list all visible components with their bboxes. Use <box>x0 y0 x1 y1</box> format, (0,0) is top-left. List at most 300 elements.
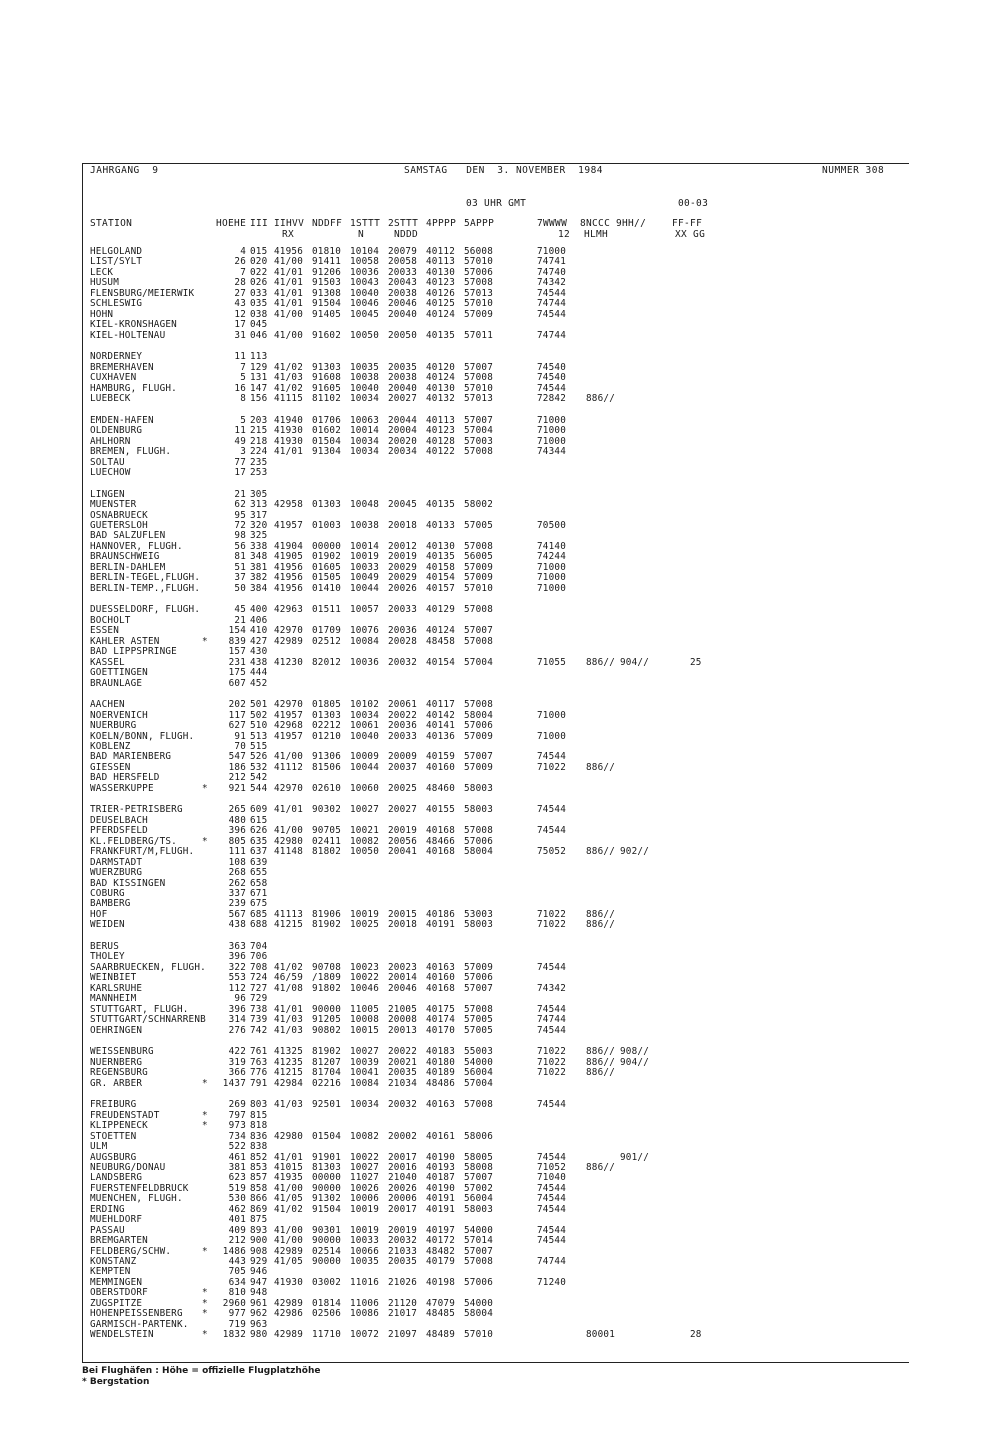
group-2sttt: 20029 <box>388 572 417 584</box>
group-4pppp: 40168 <box>426 982 455 994</box>
station-height: 462 <box>228 1203 246 1215</box>
group-1sttt: 10015 <box>350 1024 379 1036</box>
group-nddff: 01504 <box>312 435 341 447</box>
station-name: BREMGARTEN <box>90 1235 148 1247</box>
group-2sttt: 20019 <box>388 551 417 563</box>
station-height: 62 <box>234 499 246 510</box>
station-id: 544 <box>250 782 268 794</box>
group-7wwww: 74342 <box>537 982 566 994</box>
group-1sttt: 10036 <box>350 266 379 278</box>
group-4pppp: 40172 <box>426 1235 455 1247</box>
group-4pppp: 48489 <box>426 1329 455 1341</box>
col-7wwww-sub: 12 <box>558 229 571 240</box>
date-label: SAMSTAG DEN 3. NOVEMBER 1984 <box>404 165 604 176</box>
station-name: GUETERSLOH <box>90 519 148 531</box>
group-4pppp: 40135 <box>426 499 455 510</box>
station-name: TRIER-PETRISBERG <box>90 804 183 816</box>
group-2sttt: 20044 <box>388 414 417 426</box>
station-name: KLIPPENECK <box>90 1120 148 1132</box>
group-5appp: 57007 <box>464 414 493 426</box>
group-iihvv: 41/01 <box>274 804 303 816</box>
group-1sttt: 10060 <box>350 782 379 794</box>
group-nddff: 01303 <box>312 709 341 721</box>
group-4pppp: 40154 <box>426 656 455 668</box>
group-5appp: 57009 <box>464 572 493 584</box>
group-iihvv: 41/08 <box>274 982 303 994</box>
group-iihvv: 42989 <box>274 635 303 647</box>
group-2sttt: 20026 <box>388 1182 417 1194</box>
group-5appp: 57008 <box>464 277 493 289</box>
group-nddff: 81506 <box>312 761 341 773</box>
station-name: NUERBURG <box>90 720 137 731</box>
station-id: 313 <box>250 499 268 510</box>
group-5appp: 57005 <box>464 1014 493 1026</box>
station-height: 5 <box>240 414 246 426</box>
group-7wwww: 74740 <box>537 266 566 278</box>
station-id: 348 <box>250 551 268 563</box>
station-height: 117 <box>228 709 246 721</box>
group-4pppp: 40191 <box>426 1193 455 1205</box>
station-name: WEINBIET <box>90 972 137 984</box>
station-height: 839 <box>228 635 246 647</box>
station-height: 461 <box>228 1151 246 1163</box>
station-id: 224 <box>250 446 268 457</box>
station-name: LINGEN <box>90 488 125 500</box>
group-iihvv: 41/00 <box>274 1235 303 1247</box>
group-7wwww: 71055 <box>537 656 566 668</box>
station-height: 314 <box>228 1014 246 1026</box>
group-2sttt: 21033 <box>388 1245 417 1257</box>
group-iihvv: 41/05 <box>274 1193 303 1205</box>
station-name: MEMMINGEN <box>90 1276 143 1288</box>
group-4pppp: 40123 <box>426 277 455 289</box>
col-9hh: 9HH// <box>616 218 647 229</box>
station-id: 724 <box>250 972 268 984</box>
group-7wwww: 74540 <box>537 361 566 373</box>
station-name: BAD KISSINGEN <box>90 877 166 889</box>
station-name: BRAUNSCHWEIG <box>90 551 160 563</box>
group-4pppp: 40155 <box>426 804 455 816</box>
mountain-marker: * <box>202 1297 208 1309</box>
station-name: CUXHAVEN <box>90 372 137 384</box>
station-height: 2960 <box>222 1297 246 1309</box>
group-2sttt: 20002 <box>388 1130 417 1142</box>
station-height: 705 <box>228 1266 246 1278</box>
group-4pppp: 40189 <box>426 1067 455 1079</box>
group-1sttt: 10023 <box>350 961 379 973</box>
group-nddff: 01810 <box>312 246 341 257</box>
group-iihvv: 41956 <box>274 561 303 573</box>
group-iihvv: 41/00 <box>274 329 303 341</box>
station-height: 530 <box>228 1193 246 1205</box>
mountain-marker: * <box>202 1109 208 1121</box>
group-4pppp: 40193 <box>426 1161 455 1173</box>
station-height: 8 <box>240 393 246 404</box>
station-name: HANNOVER, FLUGH. <box>90 540 183 552</box>
group-nddff: 01602 <box>312 425 341 437</box>
group-1sttt: 11006 <box>350 1297 379 1309</box>
group-iihvv: 41235 <box>274 1056 303 1068</box>
station-name: WEISSENBURG <box>90 1046 154 1058</box>
station-height: 396 <box>228 1003 246 1015</box>
station-id: 317 <box>250 509 268 521</box>
station-name: HOF <box>90 908 108 920</box>
group-2sttt: 20038 <box>388 372 417 384</box>
station-height: 262 <box>228 877 246 889</box>
station-id: 980 <box>250 1329 268 1341</box>
group-1sttt: 10045 <box>350 308 379 320</box>
group-iihvv: 41/01 <box>274 1003 303 1015</box>
group-iihvv: 41/01 <box>274 277 303 289</box>
station-id: 502 <box>250 709 268 721</box>
station-id: 438 <box>250 656 268 668</box>
station-name: STUTTGART, FLUGH. <box>90 1003 189 1015</box>
group-4pppp: 40112 <box>426 246 455 257</box>
group-5appp: 57008 <box>464 540 493 552</box>
group-4pppp: 40133 <box>426 519 455 531</box>
group-nddff: 81802 <box>312 846 341 858</box>
group-7wwww: 74140 <box>537 540 566 552</box>
station-id: 542 <box>250 772 268 784</box>
group-5appp: 58008 <box>464 1161 493 1173</box>
group-4pppp: 40124 <box>426 308 455 320</box>
group-iihvv: 41/00 <box>274 256 303 268</box>
group-7wwww: 74544 <box>537 1024 566 1036</box>
footer-note: Bei Flughäfen : Höhe = offizielle Flugplatzhöhe <box>82 1366 321 1376</box>
group-4pppp: 40117 <box>426 699 455 711</box>
station-name: BRAUNLAGE <box>90 677 143 689</box>
group-1sttt: 10050 <box>350 846 379 858</box>
station-height: 797 <box>228 1109 246 1121</box>
col-iii: III <box>250 218 269 229</box>
station-name: PASSAU <box>90 1224 125 1236</box>
group-2sttt: 21120 <box>388 1297 417 1309</box>
group-4pppp: 40124 <box>426 372 455 384</box>
group-1sttt: 10104 <box>350 246 379 257</box>
station-id: 026 <box>250 277 268 289</box>
group-1sttt: 10019 <box>350 1224 379 1236</box>
group-nddff: 00000 <box>312 1172 341 1184</box>
group-2sttt: 20009 <box>388 751 417 763</box>
group-iihvv: 41/01 <box>274 298 303 310</box>
group-8nccc: 886// <box>586 761 615 773</box>
group-1sttt: 10027 <box>350 804 379 816</box>
group-5appp: 58003 <box>464 782 493 794</box>
group-nddff: 90000 <box>312 1235 341 1247</box>
group-7wwww: 71022 <box>537 919 566 931</box>
col-iihvv-sub: RX <box>282 229 295 240</box>
station-id: 129 <box>250 361 268 373</box>
station-id: 384 <box>250 582 268 594</box>
group-2sttt: 20014 <box>388 972 417 984</box>
station-id: 858 <box>250 1182 268 1194</box>
group-2sttt: 20046 <box>388 982 417 994</box>
group-5appp: 57009 <box>464 961 493 973</box>
station-name: NEUBURG/DONAU <box>90 1161 166 1173</box>
station-height: 231 <box>228 656 246 668</box>
group-iihvv: 42963 <box>274 604 303 616</box>
group-4pppp: 40113 <box>426 256 455 268</box>
station-id: 526 <box>250 751 268 763</box>
station-height: 438 <box>228 919 246 931</box>
station-id: 729 <box>250 993 268 1005</box>
group-7wwww: 74744 <box>537 298 566 310</box>
group-1sttt: 10019 <box>350 1203 379 1215</box>
group-7wwww: 74544 <box>537 1099 566 1111</box>
group-iihvv: 41113 <box>274 908 303 920</box>
group-7wwww: 71000 <box>537 582 566 594</box>
station-name: AHLHORN <box>90 435 131 447</box>
station-height: 77 <box>234 456 246 468</box>
station-name: OSNABRUECK <box>90 509 148 521</box>
group-iihvv: 42980 <box>274 1130 303 1142</box>
group-nddff: 91608 <box>312 372 341 384</box>
group-2sttt: 20006 <box>388 1193 417 1205</box>
group-1sttt: 10044 <box>350 761 379 773</box>
group-nddff: 81102 <box>312 393 341 404</box>
station-name: HOHENPEISSENBERG <box>90 1308 183 1320</box>
station-id: 015 <box>250 246 268 257</box>
station-height: 480 <box>228 814 246 826</box>
group-7wwww: 74544 <box>537 1235 566 1247</box>
station-id: 131 <box>250 372 268 384</box>
station-id: 381 <box>250 561 268 573</box>
group-nddff: 91605 <box>312 382 341 394</box>
group-1sttt: 10043 <box>350 277 379 289</box>
group-7wwww: 71022 <box>537 908 566 920</box>
group-nddff: 02411 <box>312 835 341 847</box>
station-name: BREMERHAVEN <box>90 361 154 373</box>
station-name: KOBLENZ <box>90 740 131 752</box>
station-height: 212 <box>228 772 246 784</box>
group-4pppp: 40142 <box>426 709 455 721</box>
group-iihvv: 41/00 <box>274 751 303 763</box>
group-4pppp: 48486 <box>426 1077 455 1089</box>
group-4pppp: 40125 <box>426 298 455 310</box>
group-nddff: 91405 <box>312 308 341 320</box>
station-height: 805 <box>228 835 246 847</box>
group-iihvv: 41/03 <box>274 1024 303 1036</box>
group-2sttt: 20004 <box>388 425 417 437</box>
station-id: 218 <box>250 435 268 447</box>
station-height: 977 <box>228 1308 246 1320</box>
station-name: BAD LIPPSPRINGE <box>90 646 177 658</box>
group-5appp: 57008 <box>464 604 493 616</box>
group-2sttt: 20028 <box>388 635 417 647</box>
station-id: 410 <box>250 625 268 637</box>
group-1sttt: 10019 <box>350 551 379 563</box>
station-name: FRANKFURT/M,FLUGH. <box>90 846 195 858</box>
group-5appp: 57008 <box>464 1256 493 1267</box>
col-2sttt-sub: NDDD <box>394 229 419 240</box>
group-5appp: 57010 <box>464 382 493 394</box>
group-iihvv: 41230 <box>274 656 303 668</box>
station-height: 409 <box>228 1224 246 1236</box>
station-height: 396 <box>228 951 246 963</box>
group-nddff: 02610 <box>312 782 341 794</box>
col-1sttt-sub: N <box>358 229 365 240</box>
station-id: 727 <box>250 982 268 994</box>
group-5appp: 58004 <box>464 1308 493 1320</box>
group-nddff: 91901 <box>312 1151 341 1163</box>
group-nddff: 01504 <box>312 1130 341 1142</box>
group-1sttt: 10072 <box>350 1329 379 1341</box>
station-id: 113 <box>250 351 268 363</box>
group-iihvv: 41/03 <box>274 1014 303 1026</box>
group-2sttt: 20032 <box>388 656 417 668</box>
group-8nccc: 886// <box>586 656 615 668</box>
group-4pppp: 40113 <box>426 414 455 426</box>
group-4pppp: 40132 <box>426 393 455 404</box>
station-height: 112 <box>228 982 246 994</box>
group-nddff: 81303 <box>312 1161 341 1173</box>
group-1sttt: 10034 <box>350 446 379 457</box>
station-height: 154 <box>228 625 246 637</box>
group-nddff: 91306 <box>312 751 341 763</box>
group-4pppp: 40135 <box>426 329 455 341</box>
group-2sttt: 20033 <box>388 730 417 742</box>
group-iihvv: 42989 <box>274 1329 303 1341</box>
group-iihvv: 46/59 <box>274 972 303 984</box>
station-name: NOERVENICH <box>90 709 148 721</box>
group-2sttt: 20061 <box>388 699 417 711</box>
station-id: 838 <box>250 1141 268 1152</box>
group-4pppp: 40135 <box>426 551 455 563</box>
station-height: 27 <box>234 287 246 299</box>
station-height: 396 <box>228 825 246 837</box>
station-height: 553 <box>228 972 246 984</box>
group-nddff: 01902 <box>312 551 341 563</box>
group-1sttt: 10027 <box>350 1046 379 1058</box>
group-nddff: 91304 <box>312 446 341 457</box>
group-1sttt: 10102 <box>350 699 379 711</box>
group-2sttt: 20027 <box>388 804 417 816</box>
group-4pppp: 40168 <box>426 825 455 837</box>
group-nddff: 90802 <box>312 1024 341 1036</box>
group-7wwww: 74744 <box>537 1014 566 1026</box>
station-height: 607 <box>228 677 246 689</box>
group-2sttt: 20079 <box>388 246 417 257</box>
group-1sttt: 10082 <box>350 1130 379 1142</box>
station-id: 776 <box>250 1067 268 1079</box>
station-id: 022 <box>250 266 268 278</box>
station-name: MANNHEIM <box>90 993 137 1005</box>
group-4pppp: 40160 <box>426 972 455 984</box>
group-5appp: 57007 <box>464 1172 493 1184</box>
group-2sttt: 20036 <box>388 625 417 637</box>
station-id: 532 <box>250 761 268 773</box>
group-nddff: 01709 <box>312 625 341 637</box>
group-1sttt: 10026 <box>350 1182 379 1194</box>
col-7wwww: 7WWWW <box>537 218 568 229</box>
station-name: SAARBRUECKEN, FLUGH. <box>90 961 206 973</box>
group-5appp: 54000 <box>464 1056 493 1068</box>
group-2sttt: 20035 <box>388 1067 417 1079</box>
station-height: 17 <box>234 466 246 478</box>
group-4pppp: 40120 <box>426 361 455 373</box>
group-1sttt: 10035 <box>350 361 379 373</box>
group-5appp: 57009 <box>464 308 493 320</box>
group-1sttt: 10038 <box>350 372 379 384</box>
station-height: 17 <box>234 319 246 331</box>
group-nddff: 90708 <box>312 961 341 973</box>
station-height: 11 <box>234 425 246 437</box>
station-name: STUTTGART/SCHNARRENB <box>90 1014 206 1026</box>
group-2sttt: 20038 <box>388 287 417 299</box>
station-height: 49 <box>234 435 246 447</box>
group-5appp: 57010 <box>464 298 493 310</box>
station-id: 515 <box>250 740 268 752</box>
group-iihvv: 41115 <box>274 393 303 404</box>
group-4pppp: 40163 <box>426 1099 455 1111</box>
station-id: 688 <box>250 919 268 931</box>
station-height: 56 <box>234 540 246 552</box>
station-height: 3 <box>240 446 246 457</box>
group-2sttt: 20032 <box>388 1235 417 1247</box>
station-name: KAHLER ASTEN <box>90 635 160 647</box>
group-iihvv: 41/00 <box>274 825 303 837</box>
station-height: 269 <box>228 1099 246 1111</box>
station-id: 203 <box>250 414 268 426</box>
group-iihvv: 41930 <box>274 435 303 447</box>
group-7wwww: 74540 <box>537 372 566 384</box>
group-1sttt: 10049 <box>350 572 379 584</box>
station-id: 035 <box>250 298 268 310</box>
station-height: 186 <box>228 761 246 773</box>
group-iihvv: 42989 <box>274 1245 303 1257</box>
group-7wwww: 74544 <box>537 1193 566 1205</box>
station-height: 202 <box>228 699 246 711</box>
station-name: LUEBECK <box>90 393 131 404</box>
station-name: ULM <box>90 1141 108 1152</box>
group-1sttt: 10035 <box>350 1256 379 1267</box>
station-height: 973 <box>228 1120 246 1132</box>
group-5appp: 57008 <box>464 446 493 457</box>
group-4pppp: 40183 <box>426 1046 455 1058</box>
group-iihvv: 41930 <box>274 1276 303 1288</box>
group-ff: 28 <box>690 1329 702 1341</box>
station-id: 866 <box>250 1193 268 1205</box>
group-9hh: 904// <box>620 656 649 668</box>
group-4pppp: 40124 <box>426 625 455 637</box>
station-id: 761 <box>250 1046 268 1058</box>
group-nddff: 90000 <box>312 1003 341 1015</box>
group-5appp: 58003 <box>464 919 493 931</box>
station-height: 522 <box>228 1141 246 1152</box>
station-height: 627 <box>228 720 246 731</box>
group-iihvv: 41956 <box>274 572 303 584</box>
group-1sttt: 10046 <box>350 298 379 310</box>
station-name: HOHN <box>90 308 114 320</box>
group-iihvv: 41112 <box>274 761 303 773</box>
group-iihvv: 42970 <box>274 625 303 637</box>
group-nddff: 02216 <box>312 1077 341 1089</box>
group-iihvv: 41/01 <box>274 266 303 278</box>
group-iihvv: 42984 <box>274 1077 303 1089</box>
group-1sttt: 10048 <box>350 499 379 510</box>
group-4pppp: 40128 <box>426 435 455 447</box>
station-id: 513 <box>250 730 268 742</box>
group-nddff: 01814 <box>312 1297 341 1309</box>
group-nddff: 90000 <box>312 1182 341 1194</box>
group-5appp: 57007 <box>464 625 493 637</box>
group-iihvv: 41/02 <box>274 1203 303 1215</box>
group-nddff: 90705 <box>312 825 341 837</box>
group-5appp: 57008 <box>464 1003 493 1015</box>
group-5appp: 57013 <box>464 393 493 404</box>
group-4pppp: 48482 <box>426 1245 455 1257</box>
group-iihvv: 41/05 <box>274 1256 303 1267</box>
